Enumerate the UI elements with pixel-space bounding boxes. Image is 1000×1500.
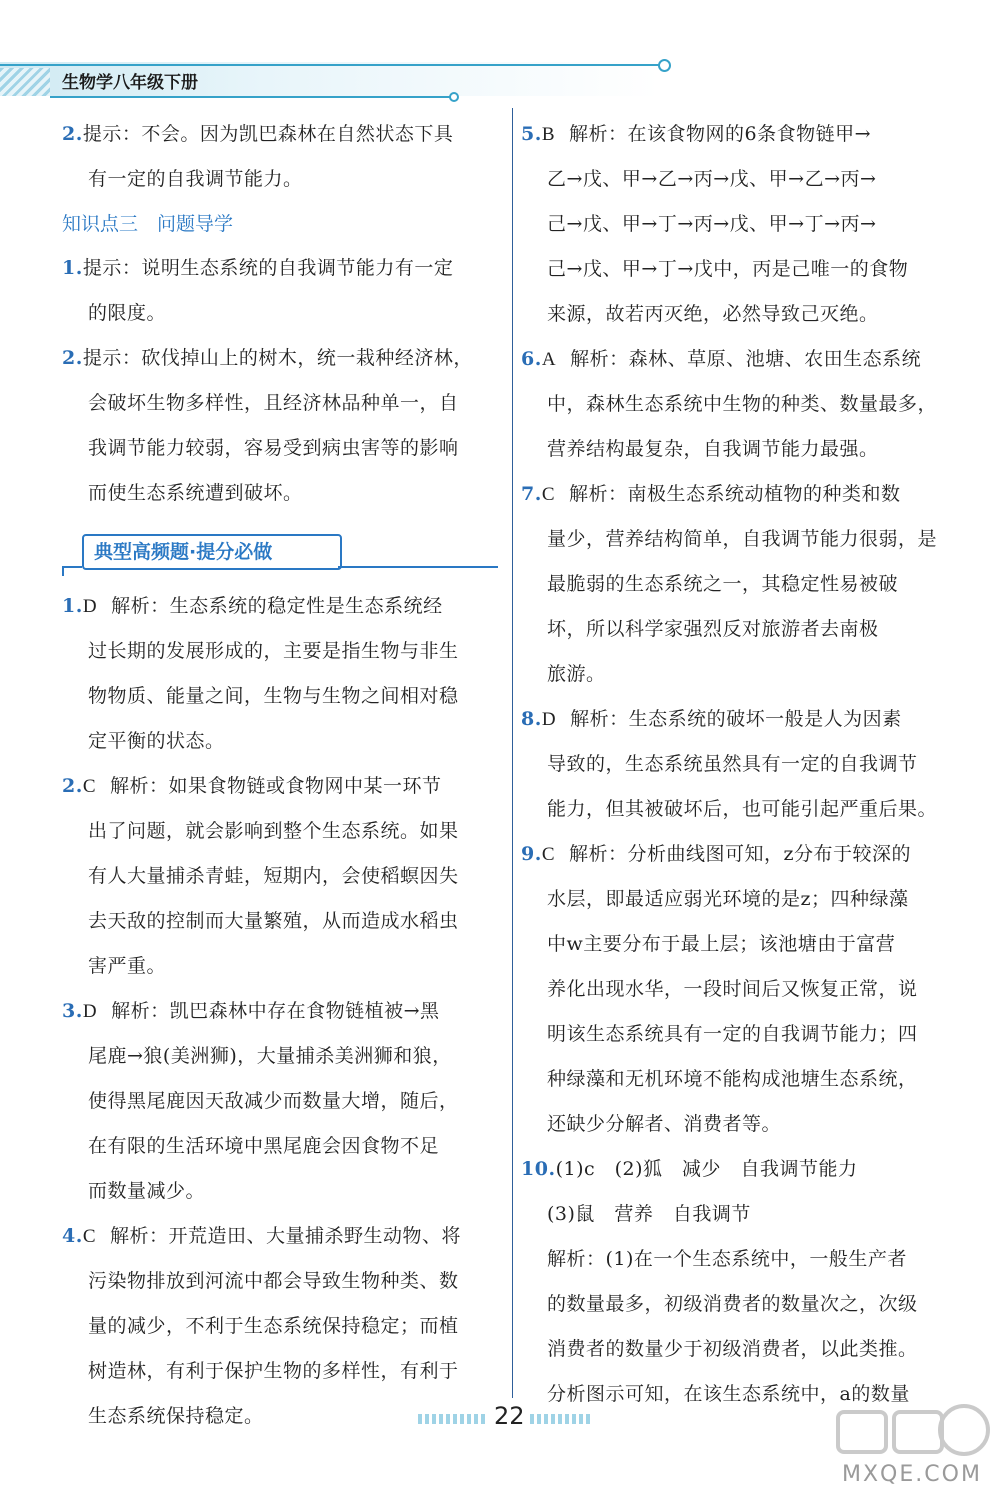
answer-item	[62, 764, 500, 989]
item-text: 的限度。	[88, 302, 167, 324]
item-text: 水层，即最适应弱光环境的是z；四种绿藻	[547, 888, 909, 910]
answer-choice: C	[541, 844, 556, 865]
item-text: 解析：(1)在一个生态系统中，一般生产者	[547, 1248, 907, 1270]
answer-item	[521, 697, 959, 832]
item-text: 提示：不会。因为凯巴森林在自然状态下具	[82, 123, 454, 145]
item-text: 解析：生态系统的稳定性是生态系统经	[111, 595, 443, 617]
answer-choice: D	[82, 596, 98, 617]
item-text: 己→戊、甲→丁→戊中，丙是己唯一的食物	[547, 258, 909, 280]
item-number: 6.	[521, 348, 542, 370]
item-text: 解析：南极生态系统动植物的种类和数	[569, 483, 901, 505]
right-column	[521, 112, 959, 1417]
item-text: 中，森林生态系统中生物的种类、数量最多，	[547, 393, 938, 415]
answer-choice: C	[82, 776, 97, 797]
item-text: 出了问题，就会影响到整个生态系统。如果	[88, 820, 459, 842]
item-text: 解析：凯巴森林中存在食物链植被→黑	[111, 1000, 440, 1022]
item-text: 会破坏生物多样性，且经济林品种单一，自	[88, 392, 459, 414]
item-text: 解析：开荒造田、大量捕杀野生动物、将	[110, 1225, 462, 1247]
item-text: 来源，故若丙灭绝，必然导致己灭绝。	[547, 303, 879, 325]
item-text: 尾鹿→狼(美洲狮)，大量捕杀美洲狮和狼，	[88, 1045, 452, 1067]
item-text: 营养结构最复杂，自我调节能力最强。	[547, 438, 879, 460]
item-text: 消费者的数量少于初级消费者，以此类推。	[547, 1338, 918, 1360]
item-text: 物物质、能量之间，生物与生物之间相对稳	[88, 685, 459, 707]
item-number: 2.	[62, 123, 83, 145]
item-text: 明该生态系统具有一定的自我调节能力；四	[547, 1023, 918, 1045]
item-text: 使得黑尾鹿因天敌减少而数量大增，随后，	[88, 1090, 459, 1112]
banner-tail	[338, 566, 498, 568]
item-text: 解析：分析曲线图可知，z分布于较深的	[569, 843, 912, 865]
item-text: (1)c (2)狐 减少 自我调节能力	[555, 1158, 858, 1180]
item-number: 8.	[521, 708, 542, 730]
header-line	[0, 64, 662, 66]
item-text: 我调节能力较弱，容易受到病虫害等的影响	[88, 437, 459, 459]
item-number: 9.	[521, 843, 542, 865]
item-number: 10.	[521, 1158, 556, 1180]
item-text: 有一定的自我调节能力。	[88, 168, 303, 190]
answer-item	[62, 336, 500, 516]
item-text: 解析：森林、草原、池塘、农田生态系统	[570, 348, 922, 370]
item-text: 解析：在该食物网的6条食物链甲→	[569, 123, 872, 145]
item-text: 分析图示可知，在该生态系统中，a的数量	[547, 1383, 910, 1405]
answer-choice: D	[541, 709, 557, 730]
answer-item	[62, 246, 500, 336]
book-title: 生物学八年级下册	[62, 73, 198, 93]
answer-item	[521, 832, 959, 1147]
item-text: 量的减少，不利于生态系统保持稳定；而植	[88, 1315, 459, 1337]
left-column	[62, 112, 500, 1439]
answer-item	[62, 1214, 500, 1439]
item-text: 污染物排放到河流中都会导致生物种类、数	[88, 1270, 459, 1292]
item-text: 最脆弱的生态系统之一，其稳定性易被破	[547, 573, 899, 595]
item-number: 3.	[62, 1000, 83, 1022]
answer-item	[62, 989, 500, 1214]
answer-choice: C	[541, 484, 556, 505]
header-dot	[658, 59, 671, 72]
item-number: 5.	[521, 123, 542, 145]
section-heading: 知识点三 问题导学	[62, 213, 234, 235]
item-text: 生态系统保持稳定。	[88, 1405, 264, 1427]
item-text: 养化出现水华，一段时间后又恢复正常，说	[547, 978, 918, 1000]
answer-choice: A	[541, 349, 557, 370]
item-text: 定平衡的状态。	[88, 730, 225, 752]
item-text: 在有限的生活环境中黑尾鹿会因食物不足	[88, 1135, 440, 1157]
item-text: 过长期的发展形成的，主要是指生物与非生	[88, 640, 459, 662]
item-text: 的数量最多，初级消费者的数量次之，次级	[547, 1293, 918, 1315]
answer-item	[62, 584, 500, 764]
page-number-deco-left	[418, 1414, 488, 1424]
item-text: 而使生态系统遭到破坏。	[88, 482, 303, 504]
item-number: 2.	[62, 347, 83, 369]
page-number: 22	[494, 1402, 525, 1430]
item-text: 中w主要分布于最上层；该池塘由于富营	[547, 933, 896, 955]
answer-item	[62, 112, 500, 202]
answer-item	[521, 112, 959, 337]
banner-title: 典型高频题·提分必做	[94, 541, 273, 563]
watermark-site: MXQE.COM	[842, 1462, 982, 1487]
section-banner	[62, 530, 342, 576]
item-text: (3)鼠 营养 自我调节	[547, 1203, 751, 1225]
item-text: 能力，但其被破坏后，也可能引起严重后果。	[547, 798, 938, 820]
header-underline-dot	[449, 92, 459, 102]
item-number: 2.	[62, 775, 83, 797]
answer-item	[521, 472, 959, 697]
header-stripes	[0, 68, 50, 96]
item-text: 提示：说明生态系统的自我调节能力有一定	[82, 257, 454, 279]
item-text: 种绿藻和无机环境不能构成池塘生态系统，	[547, 1068, 918, 1090]
item-text: 树造林，有利于保护生物的多样性，有利于	[88, 1360, 459, 1382]
item-text: 己→戊、甲→丁→丙→戊、甲→丁→丙→	[547, 213, 877, 235]
item-text: 乙→戊、甲→乙→丙→戊、甲→乙→丙→	[547, 168, 877, 190]
item-text: 量少，营养结构简单，自我调节能力很弱，是	[547, 528, 938, 550]
item-text: 坏，所以科学家强烈反对旅游者去南极	[547, 618, 879, 640]
answer-choice: D	[82, 1001, 98, 1022]
item-text: 旅游。	[547, 663, 606, 685]
item-text: 去天敌的控制而大量繁殖，从而造成水稻虫	[88, 910, 459, 932]
item-text: 有人大量捕杀青蛙，短期内，会使稻螟因失	[88, 865, 459, 887]
item-text: 解析：如果食物链或食物网中某一环节	[110, 775, 442, 797]
item-text: 害严重。	[88, 955, 167, 977]
answer-item	[521, 1147, 959, 1417]
item-text: 还缺少分解者、消费者等。	[547, 1113, 782, 1135]
answer-choice: C	[82, 1226, 97, 1247]
banner-hook	[62, 566, 64, 576]
item-text: 而数量减少。	[88, 1180, 206, 1202]
page-number-deco-right	[530, 1414, 590, 1424]
item-number: 4.	[62, 1225, 83, 1247]
item-text: 解析：生态系统的破坏一般是人为因素	[570, 708, 902, 730]
item-number: 7.	[521, 483, 542, 505]
header-underline	[50, 96, 452, 98]
item-number: 1.	[62, 595, 83, 617]
answer-item	[521, 337, 959, 472]
item-number: 1.	[62, 257, 83, 279]
answer-choice: B	[541, 124, 556, 145]
column-divider	[512, 108, 513, 1398]
banner-line	[62, 566, 82, 568]
item-text: 导致的，生态系统虽然具有一定的自我调节	[547, 753, 918, 775]
item-text: 提示：砍伐掉山上的树木，统一栽种经济林，	[82, 347, 473, 369]
